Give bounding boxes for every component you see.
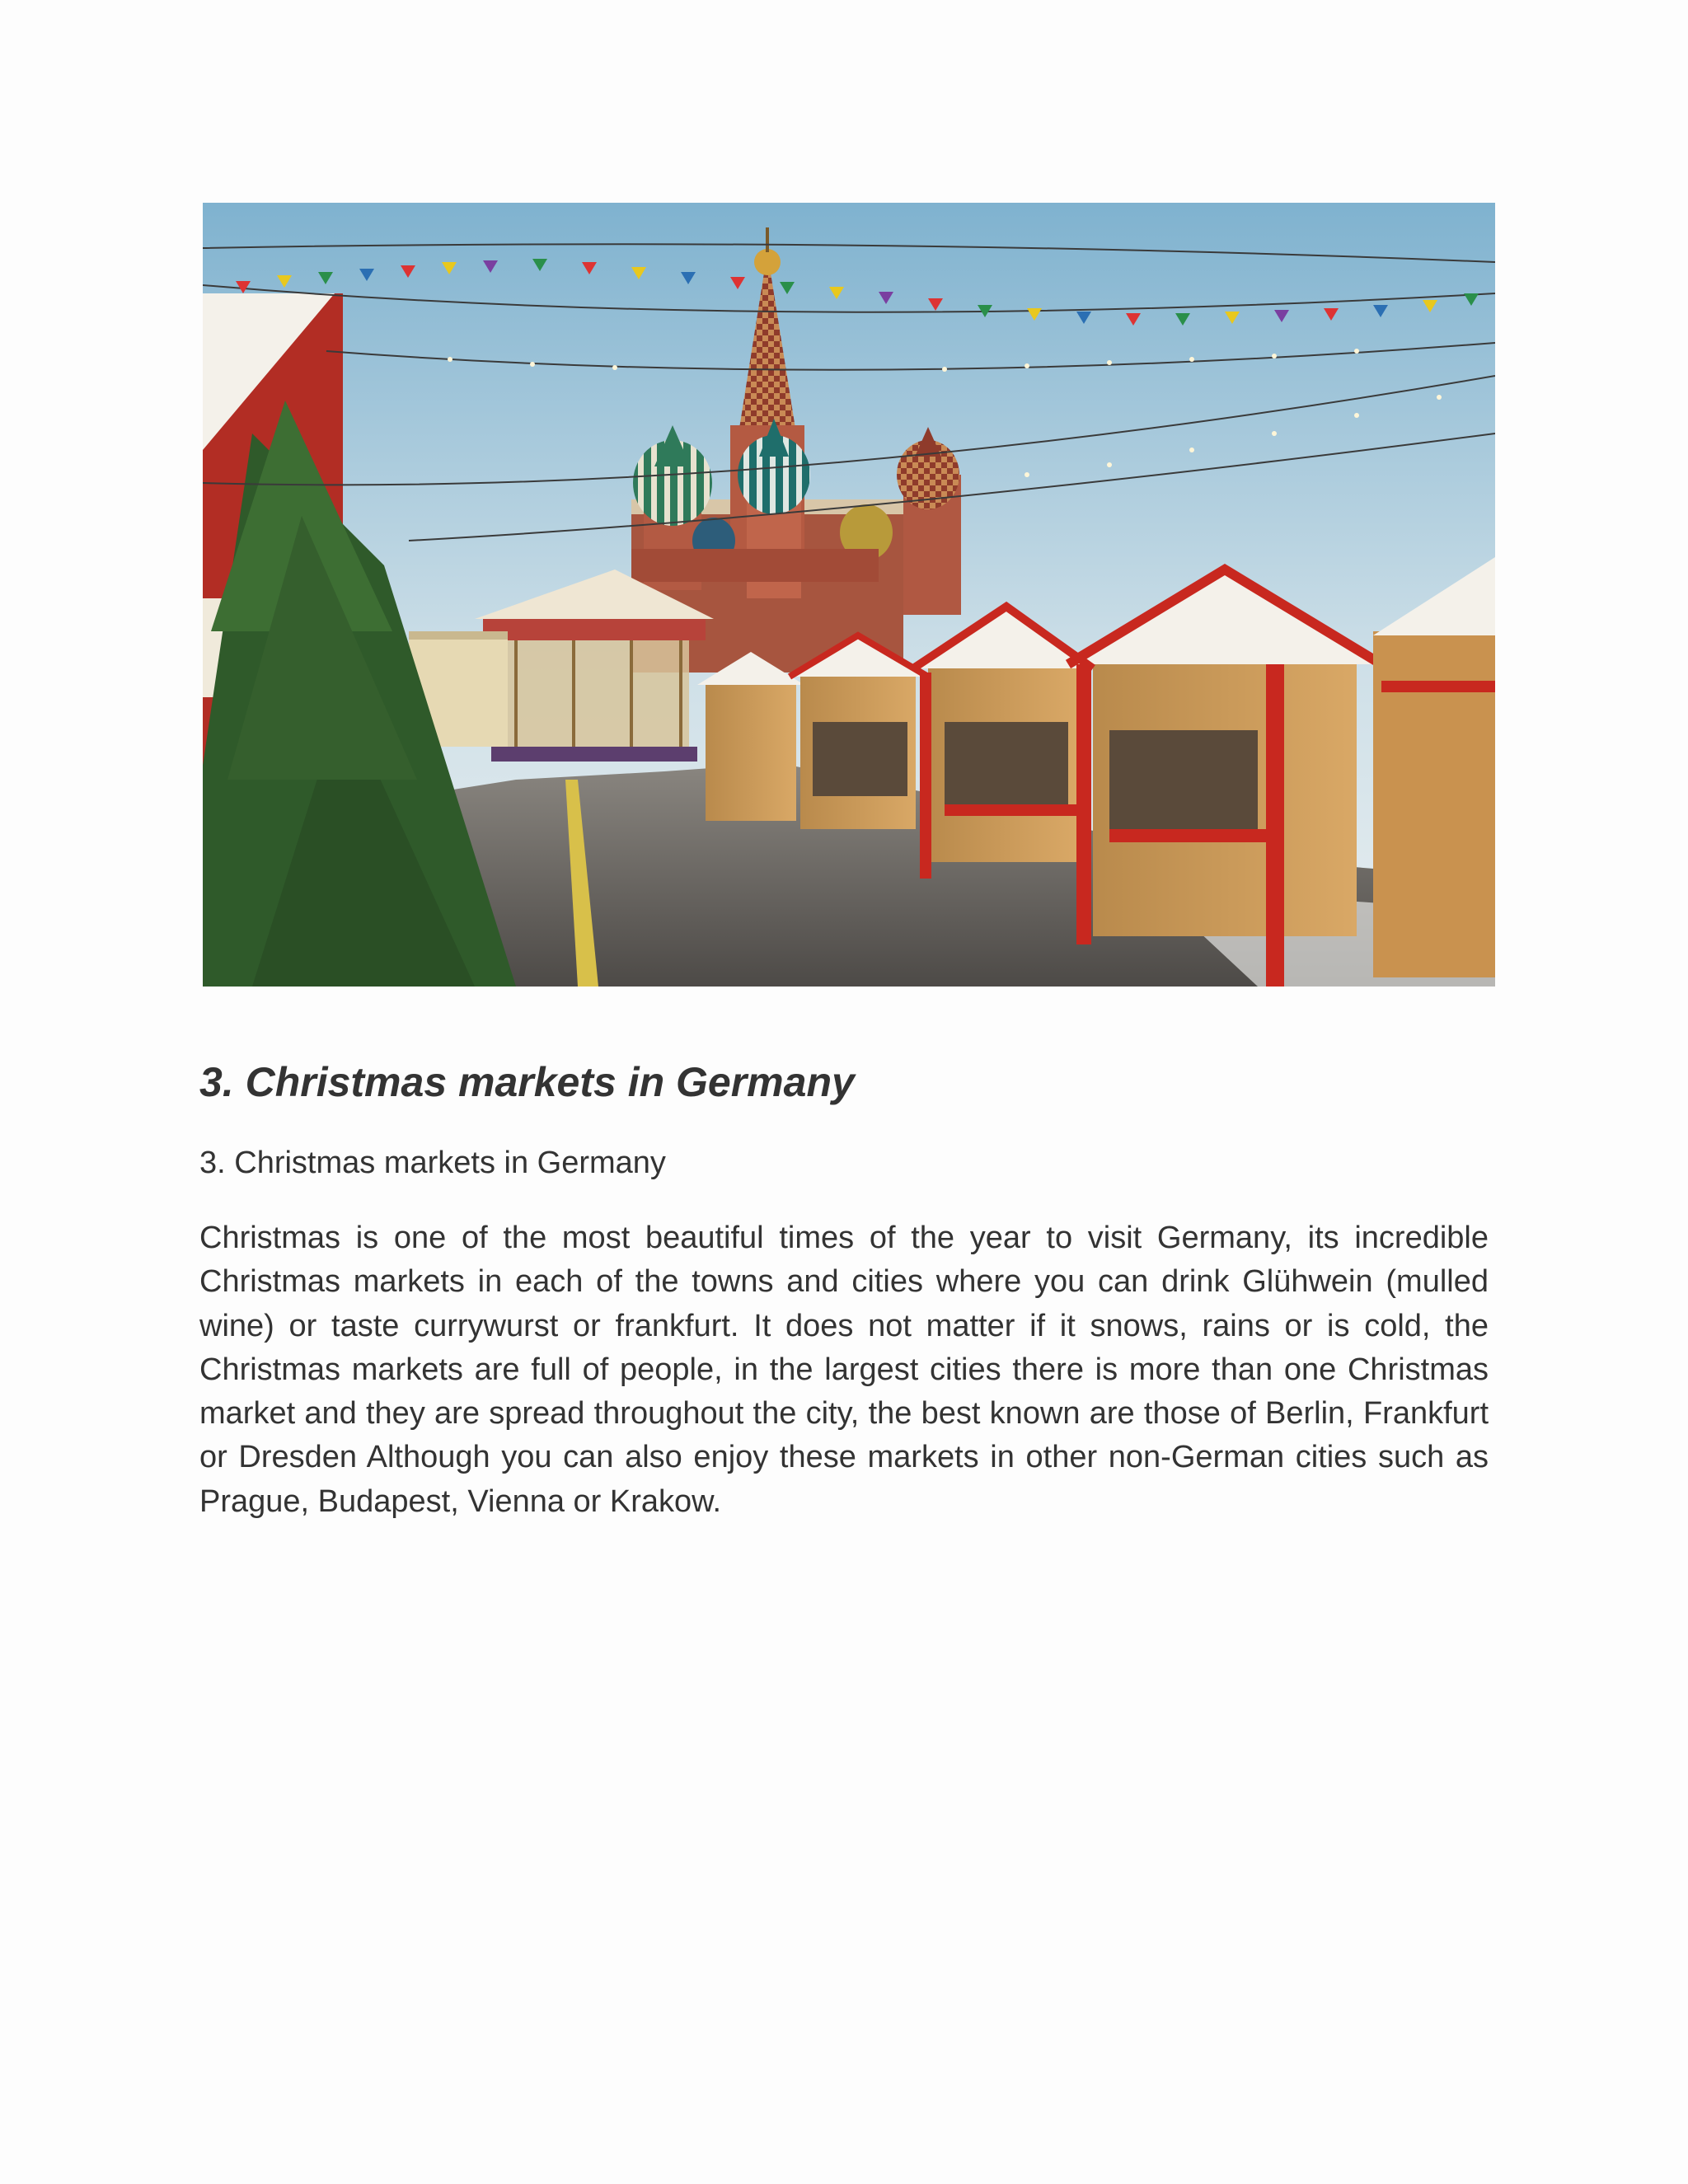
section-subtitle: 3. Christmas markets in Germany [199, 1146, 666, 1180]
section-heading: 3. Christmas markets in Germany [199, 1059, 855, 1105]
christmas-market-photo [203, 203, 1495, 987]
body-paragraph: Christmas is one of the most beautiful times of the year to visit Germany, its incredible Christmas markets in each of the towns and cities where you can drink Glühwein (mulled wine) or taste currywurst or frankfurt. It does not matter if it snows, rains or is cold, the Christmas markets are full of people, in the largest cities there is more than one Christmas market and they are spread throughout the city, the best known are those of Berlin, Frankfurt or Dresden Although you can also enjoy these markets in other non-German cities such as Prague, Budapest, Vienna or Krakow. [199, 1221, 1489, 1519]
